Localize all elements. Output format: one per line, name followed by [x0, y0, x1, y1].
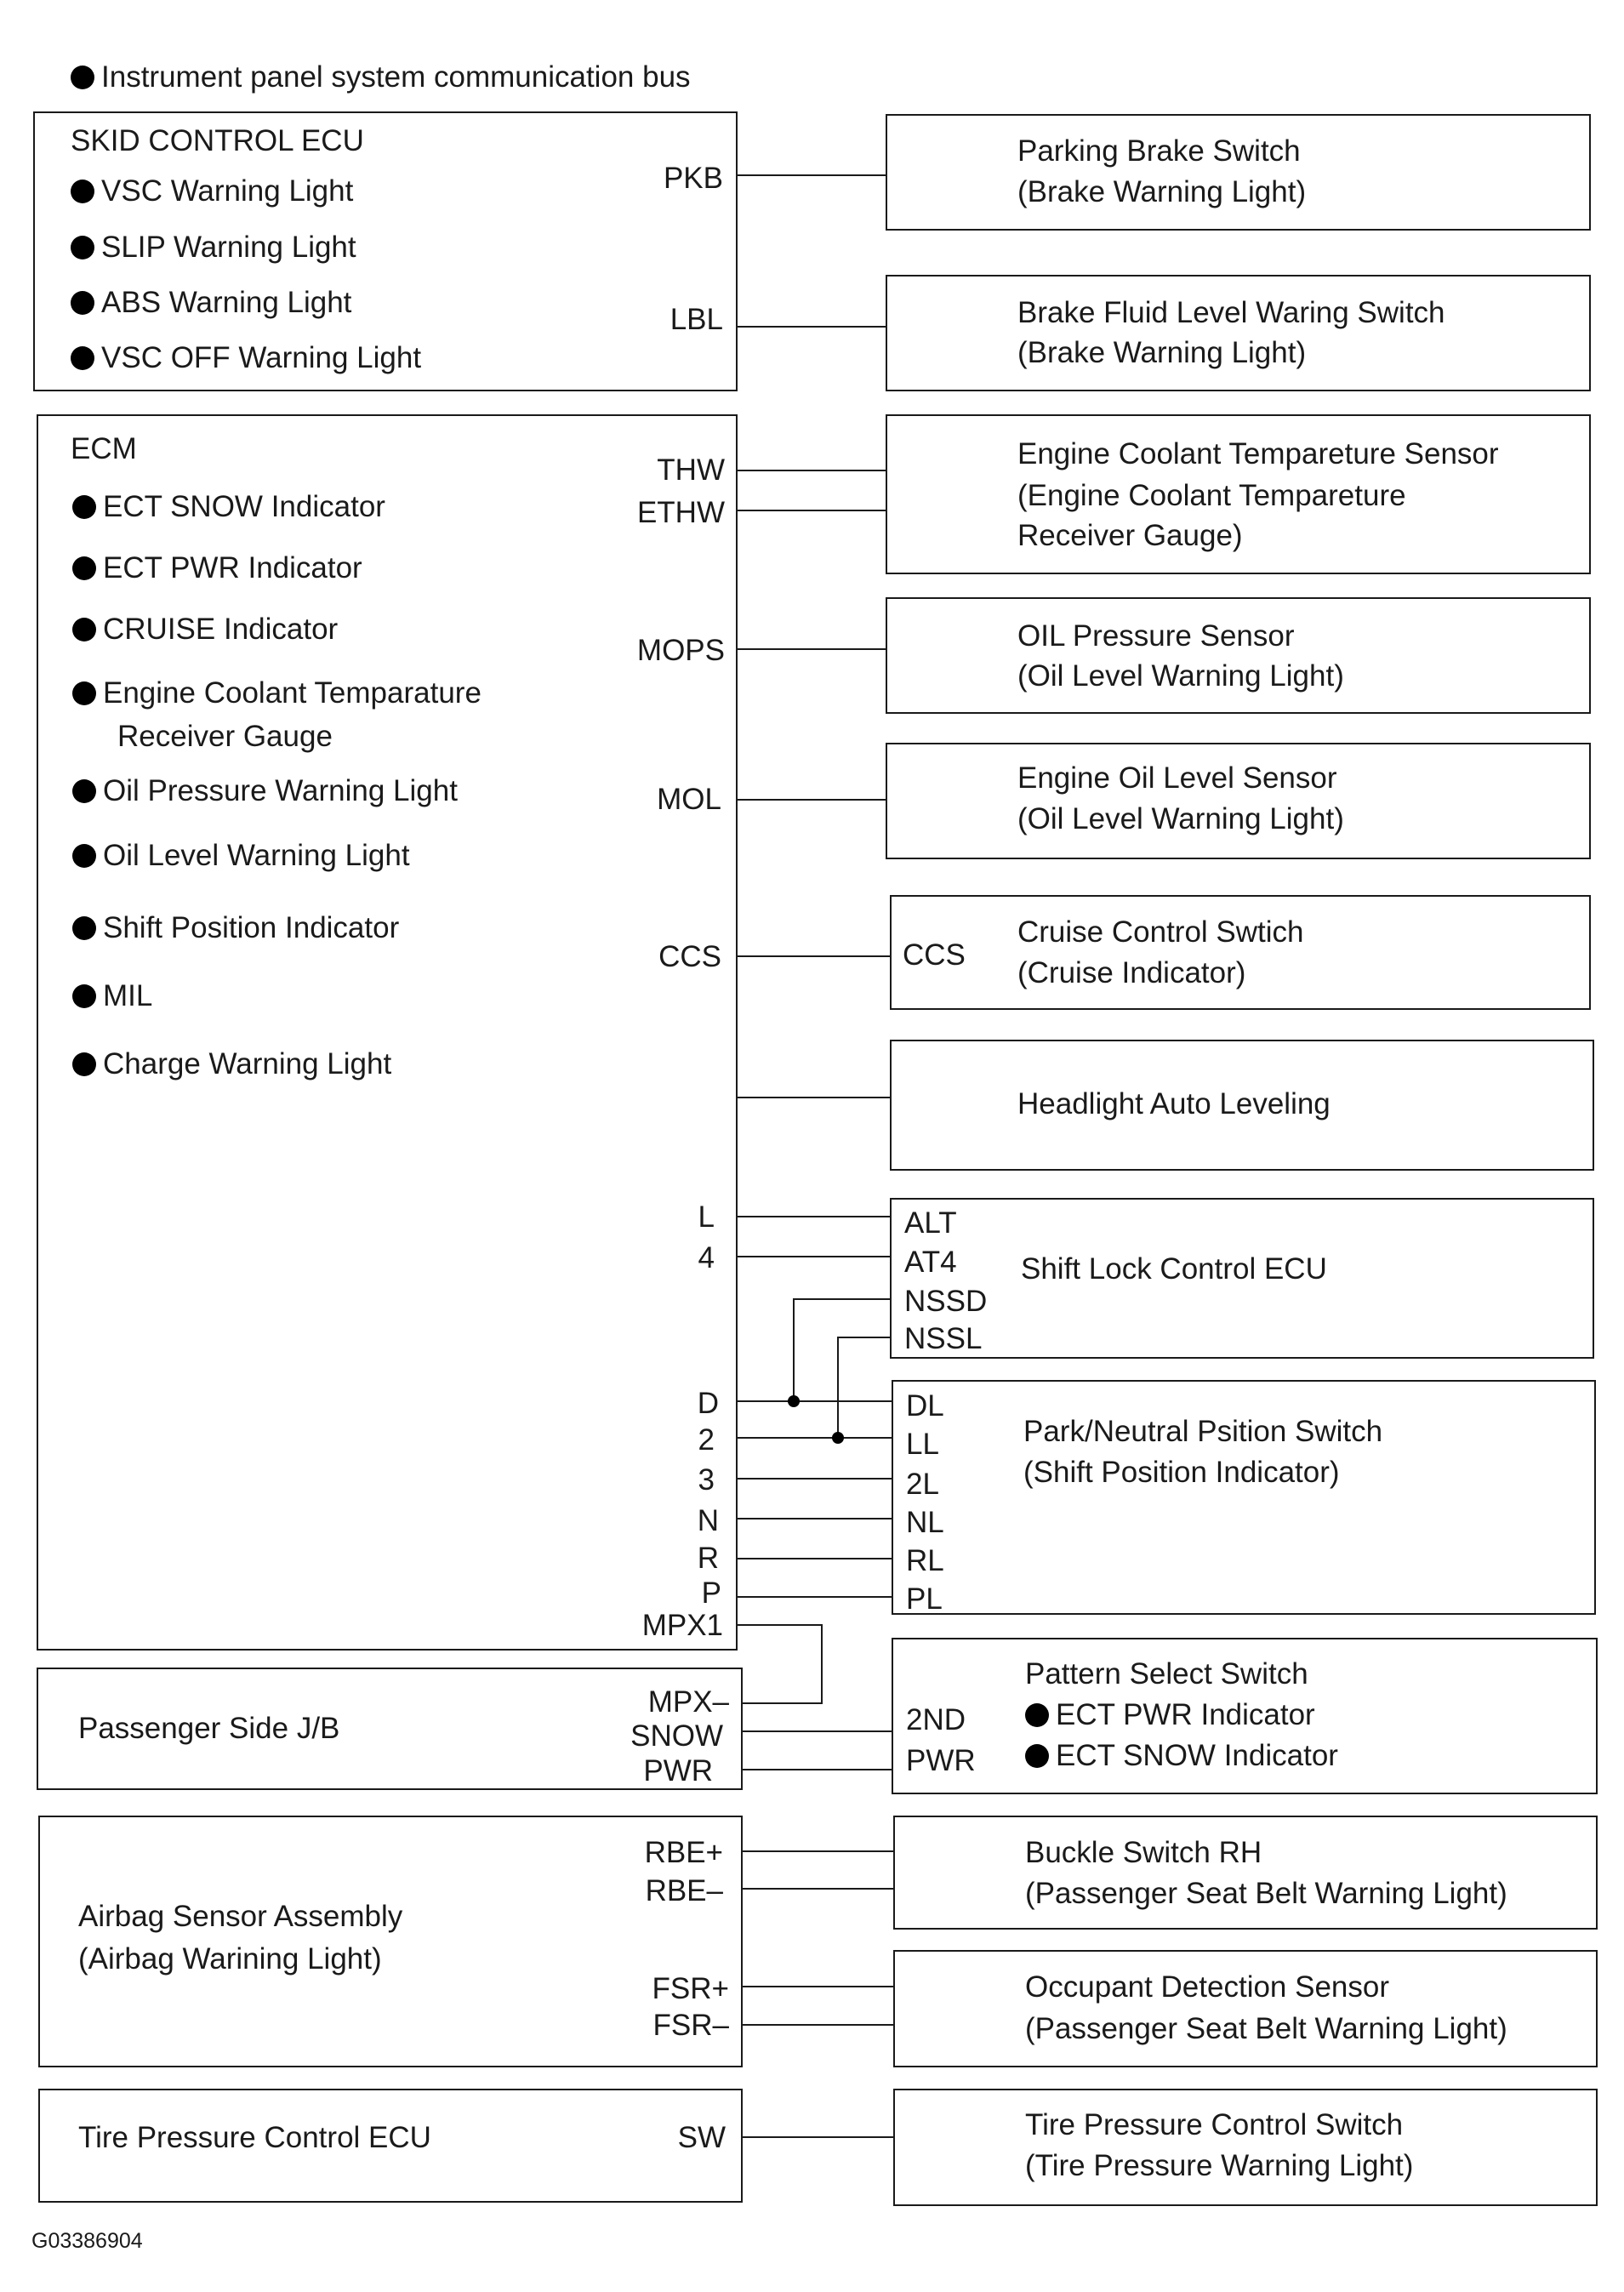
- box-line: (Brake Warning Light): [1017, 336, 1307, 369]
- wire-mpx: [738, 1625, 822, 1703]
- box-line: Buckle Switch RH: [1025, 1836, 1262, 1869]
- box-line: (Oil Level Warning Light): [1017, 659, 1344, 693]
- bus-label: Instrument panel system communication bus: [71, 62, 691, 92]
- oil-level-sensor-box: [886, 743, 1591, 859]
- box-line: (Shift Position Indicator): [1023, 1456, 1340, 1489]
- box-line: Park/Neutral Psition Switch: [1023, 1415, 1383, 1448]
- occupant-detection-box: [893, 1950, 1598, 2067]
- box-line: Engine Coolant Tempareture Sensor: [1017, 437, 1499, 470]
- pattern-item: ECT SNOW Indicator: [1025, 1741, 1338, 1770]
- pin-label: NSSL: [904, 1322, 983, 1355]
- box-line: Brake Fluid Level Waring Switch: [1017, 296, 1445, 329]
- pin-label: 2: [698, 1423, 715, 1457]
- figure-id: G03386904: [31, 2229, 143, 2253]
- ecm-item: Engine Coolant Temparature: [72, 678, 482, 708]
- pin-label: NL: [906, 1506, 944, 1539]
- pin-label: L: [698, 1200, 715, 1234]
- box-line: Headlight Auto Leveling: [1017, 1087, 1331, 1120]
- pin-label: RBE+: [644, 1836, 723, 1869]
- box-line: Engine Oil Level Sensor: [1017, 761, 1337, 795]
- box-line: (Tire Pressure Warning Light): [1025, 2149, 1414, 2182]
- box-line: Occupant Detection Sensor: [1025, 1970, 1390, 2004]
- box-line: (Oil Level Warning Light): [1017, 802, 1344, 835]
- ecm-item: ECT PWR Indicator: [72, 553, 362, 583]
- ecm-item: MIL: [72, 981, 152, 1011]
- box-line: Cruise Control Swtich: [1017, 915, 1304, 949]
- box-line: Pattern Select Switch: [1025, 1657, 1308, 1690]
- skid-item: ABS Warning Light: [71, 288, 351, 317]
- airbag-title: Airbag Sensor Assembly: [78, 1900, 403, 1933]
- oil-pressure-sensor-box: [886, 597, 1591, 714]
- skid-ecu-title: SKID CONTROL ECU: [71, 124, 364, 157]
- skid-item: SLIP Warning Light: [71, 232, 356, 262]
- buckle-switch-box: [893, 1816, 1598, 1930]
- pin-label: P: [701, 1576, 721, 1610]
- ecm-item: CRUISE Indicator: [72, 614, 338, 644]
- junction-dot: [832, 1432, 844, 1444]
- skid-item: VSC Warning Light: [71, 176, 353, 206]
- tire-pressure-switch-box: [893, 2089, 1598, 2206]
- pin-label: RBE–: [645, 1874, 723, 1907]
- box-line: (Cruise Indicator): [1017, 956, 1246, 989]
- junction-dot: [788, 1395, 800, 1407]
- pin-label: 3: [698, 1463, 715, 1497]
- ecm-title: ECM: [71, 432, 137, 465]
- pin-label: AT4: [904, 1246, 957, 1279]
- pin-label: ETHW: [636, 496, 725, 529]
- pin-label: FSR+: [652, 1972, 729, 2005]
- ecm-item: Charge Warning Light: [72, 1049, 391, 1079]
- pin-label: SNOW: [630, 1719, 723, 1753]
- ecm-item: Oil Pressure Warning Light: [72, 776, 458, 806]
- ecm-item: ECT SNOW Indicator: [72, 492, 385, 522]
- box-line: (Passenger Seat Belt Warning Light): [1025, 2012, 1507, 2045]
- box-line: (Engine Coolant Tempareture: [1017, 479, 1406, 512]
- ecm-item: Shift Position Indicator: [72, 913, 399, 943]
- box-line: Shift Lock Control ECU: [1021, 1252, 1327, 1286]
- pin-label: LL: [906, 1428, 939, 1461]
- box-line: Tire Pressure Control Switch: [1025, 2108, 1404, 2141]
- pin-label: THW: [657, 453, 725, 487]
- pin-label: PKB: [663, 162, 723, 195]
- pin-label: R: [697, 1542, 719, 1575]
- pin-label: CCS: [903, 938, 966, 972]
- pin-label: 4: [698, 1241, 715, 1274]
- parking-brake-switch-box: [886, 114, 1591, 231]
- wire-nssl: [838, 1337, 890, 1438]
- box-line: (Passenger Seat Belt Warning Light): [1025, 1877, 1507, 1910]
- skid-item: VSC OFF Warning Light: [71, 343, 421, 373]
- pin-label: SW: [677, 2121, 726, 2154]
- pin-label: PWR: [643, 1754, 713, 1787]
- box-line: Parking Brake Switch: [1017, 134, 1301, 168]
- pin-label: FSR–: [652, 2009, 729, 2042]
- ecm-item-cont: Receiver Gauge: [117, 720, 333, 753]
- wire-nssd: [794, 1299, 890, 1401]
- pin-label: MOL: [657, 783, 721, 816]
- ecm-item: Oil Level Warning Light: [72, 841, 410, 870]
- pin-label: DL: [906, 1389, 944, 1423]
- pin-label: ALT: [904, 1206, 957, 1240]
- pattern-item: ECT PWR Indicator: [1025, 1700, 1315, 1730]
- pin-label: NSSD: [904, 1285, 988, 1318]
- airbag-subtitle: (Airbag Warining Light): [78, 1942, 382, 1976]
- brake-fluid-switch-box: [886, 275, 1591, 391]
- pin-label: MPX1: [641, 1609, 723, 1642]
- pin-label: D: [697, 1387, 719, 1420]
- box-line: (Brake Warning Light): [1017, 175, 1307, 208]
- cruise-control-switch-box: [890, 895, 1591, 1010]
- box-line: OIL Pressure Sensor: [1017, 619, 1295, 653]
- pin-label: MOPS: [636, 634, 725, 667]
- pin-label: LBL: [670, 303, 723, 336]
- box-line: Receiver Gauge): [1017, 519, 1243, 552]
- pin-label: RL: [906, 1544, 944, 1577]
- passenger-jb-title: Passenger Side J/B: [78, 1712, 340, 1745]
- pin-label: CCS: [658, 940, 721, 973]
- pin-label: MPX–: [647, 1685, 729, 1719]
- pin-label: PL: [906, 1582, 943, 1616]
- pin-label: 2L: [906, 1468, 939, 1501]
- pin-label: PWR: [906, 1744, 976, 1777]
- pin-label: N: [697, 1504, 719, 1537]
- tire-ecu-title: Tire Pressure Control ECU: [78, 2121, 431, 2154]
- pin-label: 2ND: [906, 1703, 966, 1736]
